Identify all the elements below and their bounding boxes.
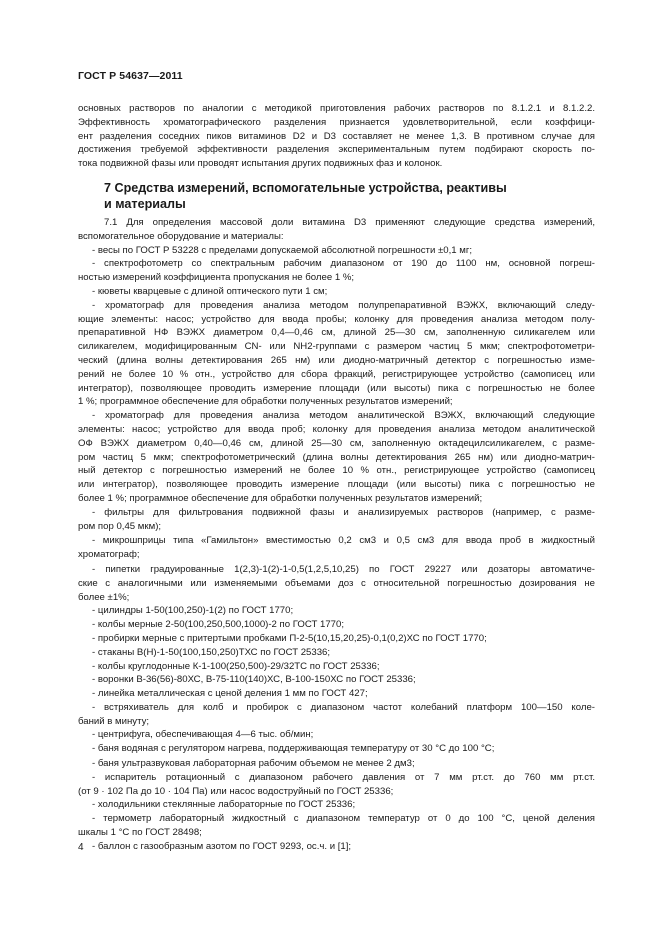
section-title-line: 7 Средства измерений, вспомогательные устройства, реактивы	[104, 181, 507, 195]
list-item: - цилиндры 1-50(100,250)-1(2) по ГОСТ 1770;	[92, 605, 294, 617]
list-item: - весы по ГОСТ Р 53228 с пределами допускаемой абсолютной погрешности ±0,1 мг;	[92, 244, 472, 256]
text-line: препаративной НФ ВЭЖХ диаметром 0,4—0,46 см, длиной 25—30 см, заполненную силикагелем или	[78, 327, 595, 339]
list-item: - термометр лабораторный жидкостный с диапазоном температур от 0 до 100 °С, ценой деления	[92, 813, 595, 825]
text-line: (от 9 · 102 Па до 10 · 104 Па) или насос водоструйный по ГОСТ 25336;	[78, 785, 394, 797]
text-line: шкалы 1 °С по ГОСТ 28498;	[78, 827, 202, 839]
text-line: достижения требуемой эффективности разделения экспериментальным путем подбирают скорость по-	[78, 144, 595, 156]
list-item: - пробирки мерные с притертыми пробками П-2-5(10,15,20,25)-0,1(0,2)ХС по ГОСТ 1770;	[92, 632, 487, 644]
list-item: - хроматограф для проведения анализа методом аналитической ВЭЖХ, включающий следующие	[92, 410, 595, 422]
list-item: - баня ультразвуковая лабораторная рабочим объемом не менее 2 дм3;	[92, 758, 415, 770]
list-item: - фильтры для фильтрования подвижной фазы и анализируемых растворов (например, с разме-	[92, 506, 595, 518]
text-line: ром пор 0,45 мкм);	[78, 520, 162, 532]
list-item: - испаритель ротационный с диапазоном рабочего давления от 7 мм рт.ст. до 760 мм рт.ст.	[92, 771, 595, 783]
list-item: - холодильники стеклянные лабораторные по ГОСТ 25336;	[92, 799, 356, 811]
text-line: ские с аналогичными или изменяемыми объемами доз с относительной погрешностью дозирования не	[78, 577, 595, 589]
text-line: тока подвижной фазы или проводят испытания других подвижных фаз и колонок.	[78, 158, 443, 170]
text-line: элементы: насос; устройство для ввода проб; колонку для проведения анализа методом аналитической	[78, 423, 595, 435]
text-line: 7.1 Для определения массовой доли витамина D3 применяют следующие средства измерений,	[104, 217, 595, 228]
text-line: ром частиц 5 мкм; спектрофотометрический (длина волны детектирования 265 нм) или диодно-матрич-	[78, 451, 595, 463]
text-line: ный детектор с погрешностью измерений не более 10 % отн., регистрирующее устройство (самописец	[78, 465, 595, 477]
document-header: ГОСТ Р 54637—2011	[78, 70, 183, 82]
intro-paragraph	[78, 102, 595, 171]
list-item: - колбы круглодонные К-1-100(250,500)-29/32ТС по ГОСТ 25336;	[92, 660, 380, 672]
text-line: интегратор), позволяющее проводить измерение площади (или высоты) пика с погрешностью не более	[78, 382, 595, 394]
text-line: ющие элементы: насос; устройство для ввода пробы; колонку для проведения анализа методом полу-	[78, 313, 595, 325]
text-line: более 1 %; программное обеспечение для обработки полученных результатов измерений;	[78, 492, 483, 504]
text-line: ОФ ВЭЖХ диаметром 0,40—0,46 см, длиной 25—30 см, заполненную октадецилсиликагелем, с разме-	[78, 437, 595, 449]
text-line: баний в минуту;	[78, 715, 150, 727]
list-item: - центрифуга, обеспечивающая 4—6 тыс. об/мин;	[92, 729, 314, 741]
list-item: - встряхиватель для колб и пробирок с диапазоном частот колебаний платформ 100—150 коле-	[92, 701, 595, 713]
list-item: - пипетки градуированные 1(2,3)-1(2)-1-0,5(1,2,5,10,25) по ГОСТ 29227 или дозаторы автоматиче-	[92, 563, 595, 575]
list-item: - воронки В-36(56)-80ХС, В-75-110(140)ХС, В-100-150ХС по ГОСТ 25336;	[92, 674, 416, 686]
list-item: - баллон с газообразным азотом по ГОСТ 9293, ос.ч. и [1];	[92, 840, 352, 852]
section-body	[78, 216, 595, 854]
section-title-line: и материалы	[104, 197, 186, 211]
text-line: 1 %; программное обеспечение для обработки полученных результатов измерений;	[78, 396, 453, 408]
text-line: рений не более 10 % отн., устройство для сбора фракций, регистрирующее устройство (самописец или	[78, 368, 595, 380]
list-item: - линейка металлическая с ценой деления 1 мм по ГОСТ 427;	[92, 688, 368, 700]
text-line: ностью измерений коэффициента пропускания не более 1 %;	[78, 272, 355, 284]
list-item: - кюветы кварцевые с длиной оптического пути 1 см;	[92, 285, 328, 297]
text-line: ческий (длина волны детектирования 265 нм) или диодно-матричный детектор с погрешностью изме-	[78, 354, 595, 366]
text-line: вспомогательное оборудование и материалы:	[78, 230, 284, 242]
text-line: или интегратор), позволяющее проводить измерение площади (или высоты) пика с погрешностью не	[78, 479, 595, 491]
text-line: хроматограф;	[78, 549, 140, 561]
text-line: силикагелем, модифицированным CN- или NH2-группами с размером частиц 5 мкм; спектрофотометри-	[78, 341, 595, 353]
text-line: ент разделения соседних пиков витаминов D2 и D3 составляет не менее 1,3. В противном случае для	[78, 130, 595, 142]
text-line: основных растворов по аналогии с методикой приготовления рабочих растворов по 8.1.2.1 и 8.1.2.2.	[78, 103, 595, 114]
section-heading	[104, 180, 574, 212]
list-item: - баня водяная с регулятором нагрева, поддерживающая температуру от 30 °С до 100 °С;	[92, 743, 495, 755]
list-item: - хроматограф для проведения анализа методом полупрепаративной ВЭЖХ, включающий следу-	[92, 299, 595, 311]
list-item: - стаканы В(Н)-1-50(100,150,250)ТХС по ГОСТ 25336;	[92, 646, 331, 658]
text-line: более ±1%;	[78, 591, 130, 603]
list-item: - спектрофотометр со спектральным рабочим диапазоном от 190 до 1100 нм, основной погреш-	[92, 258, 595, 270]
page-number: 4	[78, 842, 84, 853]
text-line: Эффективность хроматографического разделения признается удовлетворительной, если коэффици-	[78, 116, 595, 128]
list-item: - микрошприцы типа «Гамильтон» вместимостью 0,2 см3 и 0,5 см3 для ввода проб в жидкостный	[92, 535, 595, 547]
list-item: - колбы мерные 2-50(100,250,500,1000)-2 по ГОСТ 1770;	[92, 619, 345, 631]
